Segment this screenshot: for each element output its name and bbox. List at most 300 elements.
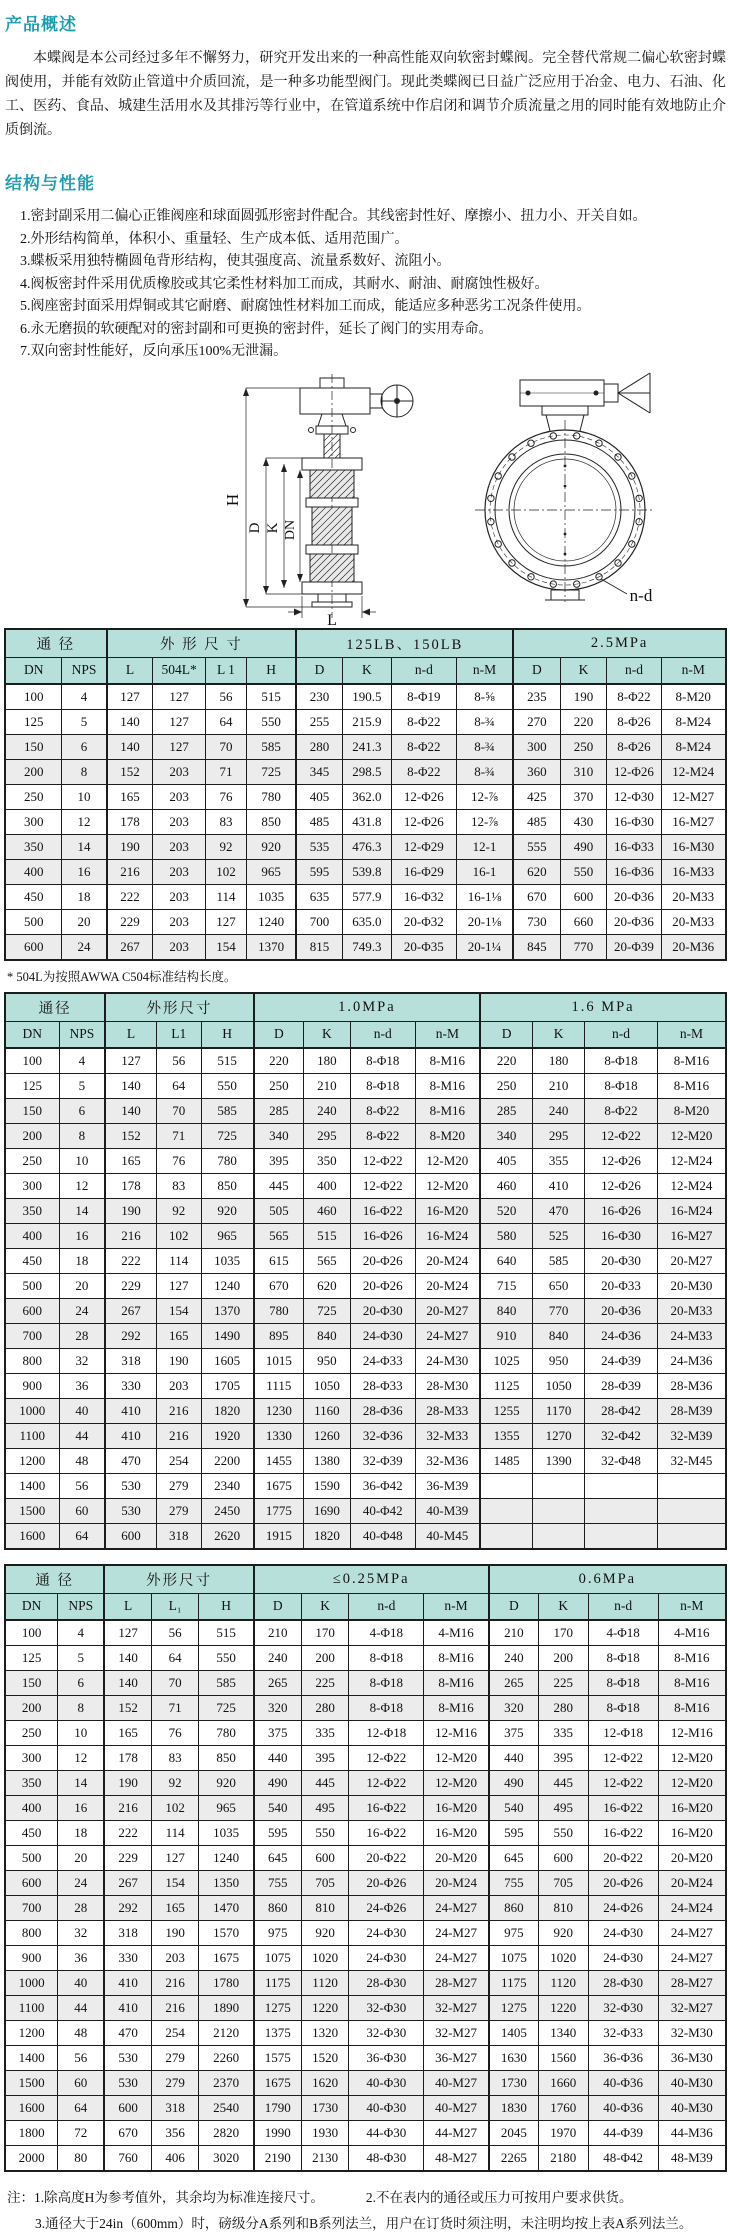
table-cell: 920 [538, 1920, 588, 1945]
table-cell: 425 [513, 784, 560, 809]
table-cell: 550 [247, 709, 297, 734]
table-cell: 140 [107, 734, 153, 759]
table-cell: 12-M20 [658, 1745, 726, 1770]
table-cell: 730 [513, 909, 560, 934]
table-cell: 965 [201, 1223, 254, 1248]
table-cell: 200 [538, 1645, 588, 1670]
table-cell: 1830 [489, 2095, 539, 2120]
table-cell: 220 [480, 1048, 533, 1074]
table-cell: 16-1 [456, 859, 513, 884]
table-cell: 40-M39 [415, 1498, 480, 1523]
table-cell: 48-M27 [424, 2145, 489, 2171]
table-cell: 1600 [5, 1523, 59, 1549]
table-cell: 1350 [199, 1870, 254, 1895]
table-cell: 670 [104, 2120, 151, 2145]
table1-footnote: * 504L为按照AWWA C504标准结构长度。 [7, 969, 237, 984]
table-cell: 44-M36 [658, 2120, 726, 2145]
table-cell: 24-Φ30 [349, 1920, 424, 1945]
table-cell: 235 [513, 684, 560, 710]
table-row [5, 1248, 726, 1273]
table-cell: 2045 [489, 2120, 539, 2145]
table-cell: 8-Φ22 [350, 1123, 415, 1148]
column-header: DN [5, 657, 62, 684]
table-cell: 32-Φ42 [585, 1423, 658, 1448]
table-cell: 950 [533, 1348, 585, 1373]
table-ansi-and-2.5mpa [0, 628, 730, 961]
table-cell: 1075 [489, 1945, 539, 1970]
table-cell: 127 [153, 709, 206, 734]
table-cell: 395 [254, 1148, 304, 1173]
table-cell [533, 1498, 585, 1523]
table-cell: 127 [153, 684, 206, 710]
table-cell: 1730 [301, 2095, 349, 2120]
table-cell: 220 [560, 709, 607, 734]
table-row [5, 1223, 726, 1248]
table-cell: 102 [151, 1795, 199, 1820]
table-cell: 300 [5, 1745, 58, 1770]
table-cell: 20-Φ22 [588, 1845, 658, 1870]
table-cell: 10 [59, 1148, 105, 1173]
table-cell: 565 [254, 1223, 304, 1248]
dimension-spec-table [4, 1564, 727, 2172]
table-cell: 1020 [301, 1945, 349, 1970]
table-cell: 16-M30 [661, 834, 726, 859]
table-cell: 64 [156, 1073, 201, 1098]
table-cell: 705 [538, 1870, 588, 1895]
table-cell: 550 [538, 1820, 588, 1845]
table-cell: 350 [5, 834, 62, 859]
column-header: n-d [585, 1021, 658, 1048]
table-cell: 1380 [303, 1448, 350, 1473]
table-cell: 16-Φ26 [350, 1223, 415, 1248]
table-cell: 4 [58, 1620, 105, 1646]
table-cell: 24-M30 [415, 1348, 480, 1373]
table-cell: 285 [480, 1098, 533, 1123]
table-cell: 1370 [201, 1298, 254, 1323]
table-cell: 20-1⅛ [456, 909, 513, 934]
column-header: NPS [62, 657, 107, 684]
column-header: n-d [349, 1593, 424, 1620]
table-cell: 24-Φ30 [349, 1945, 424, 1970]
table-cell: 32 [59, 1348, 105, 1373]
table-cell: 1590 [303, 1473, 350, 1498]
table-cell: 14 [58, 1770, 105, 1795]
table-cell: 900 [5, 1373, 59, 1398]
table-cell: 2265 [489, 2145, 539, 2171]
table-row [5, 2120, 726, 2145]
table-cell: 32-Φ33 [588, 2020, 658, 2045]
table-cell: 1600 [5, 2095, 58, 2120]
table-cell: 267 [105, 1298, 156, 1323]
table-cell: 229 [104, 1845, 151, 1870]
table-cell: 20-Φ26 [350, 1273, 415, 1298]
table-cell: 36-M27 [424, 2045, 489, 2070]
group-header: 通径 [5, 993, 105, 1022]
table-row [5, 2070, 726, 2095]
table-cell: 250 [5, 784, 62, 809]
table-row [5, 1820, 726, 1845]
table-cell: 20-Φ26 [349, 1870, 424, 1895]
table-cell: 20-M24 [415, 1273, 480, 1298]
table-cell: 127 [205, 909, 246, 934]
table-cell: 400 [5, 859, 62, 884]
table-cell: 660 [560, 909, 607, 934]
table-row [5, 1970, 726, 1995]
column-header: K [560, 657, 607, 684]
table-cell: 8 [59, 1123, 105, 1148]
column-header: 504L* [153, 657, 206, 684]
table-cell: 8-Φ18 [585, 1048, 658, 1074]
table-row [5, 1870, 726, 1895]
table-cell: 1240 [201, 1273, 254, 1298]
table-cell: 700 [5, 1323, 59, 1348]
table-cell: 410 [104, 1970, 151, 1995]
table-cell: 16-Φ29 [391, 859, 456, 884]
table-cell: 1775 [254, 1498, 304, 1523]
column-header: K [538, 1593, 588, 1620]
table-cell: 440 [254, 1745, 302, 1770]
table-cell: 450 [5, 1248, 59, 1273]
table-cell: 4-Φ18 [349, 1620, 424, 1646]
table-cell: 44-M27 [424, 2120, 489, 2145]
table-cell: 8-M16 [415, 1048, 480, 1074]
table-row [5, 1720, 726, 1745]
table-cell: 125 [5, 1073, 59, 1098]
table-cell: 550 [560, 859, 607, 884]
notes-label: 注： [7, 2189, 34, 2205]
table-cell: 170 [538, 1620, 588, 1646]
table-cell [480, 1523, 533, 1549]
table-cell: 840 [480, 1298, 533, 1323]
table-cell: 215.9 [342, 709, 391, 734]
table-cell: 36-Φ30 [349, 2045, 424, 2070]
table-cell: 540 [254, 1795, 302, 1820]
table-cell: 577.9 [342, 884, 391, 909]
table-cell: 4 [62, 684, 107, 710]
table-cell: 28-Φ30 [349, 1970, 424, 1995]
table-cell: 140 [105, 1098, 156, 1123]
table-cell: 445 [301, 1770, 349, 1795]
table-cell: 203 [153, 759, 206, 784]
table-cell: 36-M30 [658, 2045, 726, 2070]
table-cell: 8-M16 [424, 1695, 489, 1720]
table-cell: 24-M36 [657, 1348, 726, 1373]
table-cell: 16-M24 [657, 1198, 726, 1223]
table-cell: 12-M20 [658, 1770, 726, 1795]
table-cell: 500 [5, 1273, 59, 1298]
table-cell: 222 [107, 884, 153, 909]
table-cell: 1560 [538, 2045, 588, 2070]
table-cell: 920 [247, 834, 297, 859]
bottom-notes [7, 2185, 726, 2237]
table-cell: 24-M33 [657, 1323, 726, 1348]
table-cell [657, 1498, 726, 1523]
column-header: L [105, 1021, 156, 1048]
table-cell: 400 [303, 1173, 350, 1198]
table-cell: 36-Φ42 [350, 1473, 415, 1498]
table-cell: 5 [62, 709, 107, 734]
table-cell: 24-M27 [658, 1945, 726, 1970]
table-cell: 190 [104, 1770, 151, 1795]
table-cell: 700 [5, 1895, 58, 1920]
table-cell: 24-Φ30 [588, 1945, 658, 1970]
table-cell: 16-Φ22 [588, 1820, 658, 1845]
table-row [5, 1473, 726, 1498]
table-cell: 24-Φ30 [350, 1323, 415, 1348]
table-cell: 71 [151, 1695, 199, 1720]
table-cell: 362.0 [342, 784, 391, 809]
table-cell: 8-¾ [456, 734, 513, 759]
table-cell: 32-Φ39 [350, 1448, 415, 1473]
table-cell: 950 [303, 1348, 350, 1373]
table-cell: 16-M33 [661, 859, 726, 884]
table-row [5, 1323, 726, 1348]
table-row [5, 1945, 726, 1970]
table-cell: 140 [104, 1645, 151, 1670]
table-cell: 8-Φ22 [607, 684, 661, 710]
table-cell: 1915 [254, 1523, 304, 1549]
table-cell [533, 1473, 585, 1498]
table-cell: 165 [104, 1720, 151, 1745]
table-cell: 1275 [489, 1995, 539, 2020]
table-cell: 28-M33 [415, 1398, 480, 1423]
table-cell: 770 [560, 934, 607, 960]
table-cell: 16-Φ22 [350, 1198, 415, 1223]
table-cell: 40-Φ30 [349, 2095, 424, 2120]
table-cell: 241.3 [342, 734, 391, 759]
table-cell: 92 [156, 1198, 201, 1223]
table-cell: 32-Φ48 [585, 1448, 658, 1473]
table-row [5, 1348, 726, 1373]
table-cell: 2540 [199, 2095, 254, 2120]
table-cell: 125 [5, 709, 62, 734]
table-cell: 114 [205, 884, 246, 909]
table-cell: 12-Φ22 [585, 1123, 658, 1148]
table-cell: 6 [58, 1670, 105, 1695]
table-row [5, 1498, 726, 1523]
table-cell: 20 [62, 909, 107, 934]
column-header: n-M [661, 657, 726, 684]
table-cell: 20-M30 [657, 1273, 726, 1298]
table-row [5, 1695, 726, 1720]
table-cell: 12-M16 [424, 1720, 489, 1745]
table-cell: 1930 [301, 2120, 349, 2145]
table-cell: 490 [489, 1770, 539, 1795]
table-cell: 20-M27 [657, 1248, 726, 1273]
table-cell: 265 [489, 1670, 539, 1695]
table-cell: 1175 [489, 1970, 539, 1995]
table-cell: 225 [301, 1670, 349, 1695]
table-cell: 1200 [5, 2020, 58, 2045]
table-cell: 40-M30 [658, 2095, 726, 2120]
table-cell: 1520 [301, 2045, 349, 2070]
table-cell: 295 [533, 1123, 585, 1148]
table-cell: 10 [58, 1720, 105, 1745]
table-cell: 535 [296, 834, 342, 859]
table-cell: 20-M33 [657, 1298, 726, 1323]
table-cell: 615 [254, 1248, 304, 1273]
table-cell: 715 [480, 1273, 533, 1298]
table-row [5, 1995, 726, 2020]
table-cell: 12-Φ26 [607, 759, 661, 784]
table-cell: 1200 [5, 1448, 59, 1473]
table-cell: 203 [153, 884, 206, 909]
table-cell: 152 [105, 1123, 156, 1148]
table-cell: 32-Φ30 [349, 1995, 424, 2020]
table-cell: 749.3 [342, 934, 391, 960]
table-cell: 56 [205, 684, 246, 710]
table-cell: 470 [533, 1198, 585, 1223]
table-cell: 3020 [199, 2145, 254, 2171]
table-cell: 8-Φ18 [588, 1695, 658, 1720]
table-cell: 20-M27 [415, 1298, 480, 1323]
table-cell: 24-M27 [424, 1945, 489, 1970]
table-cell: 20-1¼ [456, 934, 513, 960]
table-cell: 40-Φ36 [588, 2070, 658, 2095]
table-cell: 12-⅞ [456, 809, 513, 834]
table-cell: 600 [5, 1298, 59, 1323]
table-cell: 32-M27 [424, 2020, 489, 2045]
table-cell: 520 [480, 1198, 533, 1223]
table-cell: 1400 [5, 1473, 59, 1498]
table-row [5, 1770, 726, 1795]
table-cell: 600 [5, 934, 62, 960]
table-cell: 76 [156, 1148, 201, 1173]
table-cell: 400 [5, 1223, 59, 1248]
table-row [5, 909, 726, 934]
table-cell: 2130 [301, 2145, 349, 2171]
column-header: DN [5, 1593, 58, 1620]
table-cell: 18 [58, 1820, 105, 1845]
table-cell: 190 [156, 1348, 201, 1373]
table-cell: 32-M33 [415, 1423, 480, 1448]
table-cell: 760 [104, 2145, 151, 2171]
table-cell: 410 [533, 1173, 585, 1198]
table-row [5, 1073, 726, 1098]
table-cell: 12-M24 [661, 759, 726, 784]
table-cell: 406 [151, 2145, 199, 2171]
table-cell: 4 [59, 1048, 105, 1074]
dim-label-l: L [327, 611, 337, 626]
table-cell: 1270 [533, 1423, 585, 1448]
table-cell: 70 [156, 1098, 201, 1123]
table-cell: 12-Φ26 [391, 784, 456, 809]
column-header: H [201, 1021, 254, 1048]
table-cell: 670 [513, 884, 560, 909]
table-cell: 8-M16 [415, 1073, 480, 1098]
table-cell: 300 [5, 809, 62, 834]
table-cell: 725 [247, 759, 297, 784]
table-row [5, 1795, 726, 1820]
table-cell: 140 [107, 709, 153, 734]
table-cell: 515 [199, 1620, 254, 1646]
table-cell: 83 [151, 1745, 199, 1770]
table-row [5, 684, 726, 710]
table-cell: 16-Φ22 [588, 1795, 658, 1820]
table-cell: 127 [104, 1620, 151, 1646]
table-cell: 600 [104, 2095, 151, 2120]
table-row [5, 1173, 726, 1198]
table-cell: 229 [107, 909, 153, 934]
table-cell: 127 [151, 1845, 199, 1870]
table-cell: 495 [301, 1795, 349, 1820]
table-cell: 20 [59, 1273, 105, 1298]
table-cell: 12-M20 [657, 1123, 726, 1148]
table-cell: 920 [199, 1770, 254, 1795]
table-cell: 114 [156, 1248, 201, 1273]
table-cell: 24-M27 [658, 1920, 726, 1945]
table-cell: 635.0 [342, 909, 391, 934]
column-header: n-d [391, 657, 456, 684]
table-row [5, 834, 726, 859]
table-cell: 965 [247, 859, 297, 884]
table-cell: 920 [201, 1198, 254, 1223]
column-header: D [513, 657, 560, 684]
table-cell: 370 [560, 784, 607, 809]
table-cell: 44 [58, 1995, 105, 2020]
table-cell: 505 [254, 1198, 304, 1223]
column-header: NPS [59, 1021, 105, 1048]
table-cell: 8-M20 [661, 684, 726, 710]
table-cell: 20-Φ35 [391, 934, 456, 960]
table-cell: 8-Φ22 [391, 759, 456, 784]
table-cell: 525 [533, 1223, 585, 1248]
table-cell: 16-Φ30 [607, 809, 661, 834]
table-cell: 125 [5, 1645, 58, 1670]
table-cell: 2340 [201, 1473, 254, 1498]
table-cell: 318 [104, 1920, 151, 1945]
table-cell: 4-Φ18 [588, 1620, 658, 1646]
table-cell: 200 [5, 1695, 58, 1720]
table-cell: 24-M27 [415, 1323, 480, 1348]
table-cell: 20-Φ30 [585, 1248, 658, 1273]
table-cell: 375 [489, 1720, 539, 1745]
table-cell: 470 [105, 1448, 156, 1473]
table-cell: 12-M16 [658, 1720, 726, 1745]
table-cell: 292 [104, 1895, 151, 1920]
table-cell: 1375 [254, 2020, 302, 2045]
table-cell: 8-Φ18 [588, 1645, 658, 1670]
table-cell: 8-M16 [424, 1645, 489, 1670]
table-cell: 345 [296, 759, 342, 784]
table-cell: 70 [205, 734, 246, 759]
table-cell: 24-Φ26 [588, 1895, 658, 1920]
table-cell: 5 [58, 1645, 105, 1670]
table-cell: 1340 [538, 2020, 588, 2045]
table-cell: 36-M39 [415, 1473, 480, 1498]
table-cell: 920 [301, 1920, 349, 1945]
table-cell: 410 [105, 1423, 156, 1448]
table-cell: 16-M24 [415, 1223, 480, 1248]
table-cell: 375 [254, 1720, 302, 1745]
table-cell: 350 [5, 1198, 59, 1223]
table-cell: 8-M16 [657, 1048, 726, 1074]
features-section-title: 结构与性能 [5, 174, 95, 193]
table-cell: 203 [153, 909, 206, 934]
column-header: DN [5, 1021, 59, 1048]
table-row [5, 1198, 726, 1223]
table-cell: 335 [301, 1720, 349, 1745]
table-cell: 2000 [5, 2145, 58, 2171]
table-cell: 1000 [5, 1398, 59, 1423]
table-cell: 203 [151, 1945, 199, 1970]
table-cell: 860 [254, 1895, 302, 1920]
table-cell: 8-Φ22 [391, 709, 456, 734]
table-cell: 203 [153, 809, 206, 834]
table-cell: 725 [201, 1123, 254, 1148]
table-cell: 20 [58, 1845, 105, 1870]
table-cell: 28-M30 [415, 1373, 480, 1398]
